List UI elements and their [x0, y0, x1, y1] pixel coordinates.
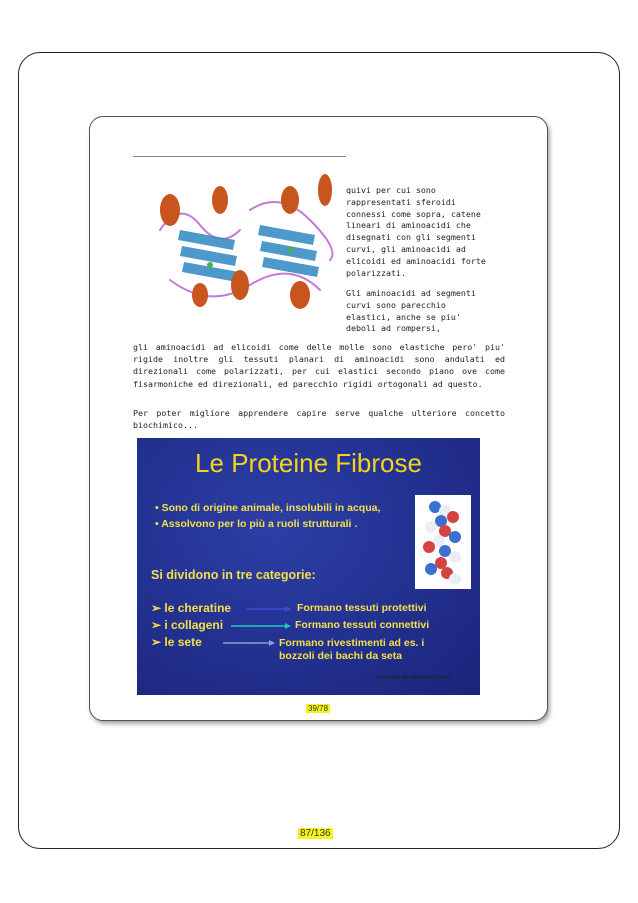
- slide-subtitle: Si dividono in tre categorie:: [151, 568, 316, 582]
- slide-bullet: • Assolvono per lo più a ruoli strutturali .: [155, 516, 425, 532]
- body-paragraph-2: Per poter migliore apprendere capire serve qualche ulteriore concetto biochimico...: [133, 408, 505, 431]
- description-collageni: Formano tessuti connettivi: [295, 619, 430, 631]
- header-rule: [133, 156, 346, 157]
- arrow-sete: [223, 640, 275, 646]
- body-paragraph-1: gli aminoacidi ad elicoidi come delle molle sono elastiche pero' piu' rigide inoltre gli tessuti planari di aminoacidi sono andulati ed direzionali come polarizzati, per cui elastici secondo piano ove come fisarmoniche ed direzionali, ed parecchio rigidi ortogonali ad questo.: [133, 342, 505, 389]
- slide-credit: scaricato da www.sunhope.it: [375, 675, 452, 681]
- category-sete: ➢ le sete: [151, 635, 202, 649]
- description-cheratine: Formano tessuti protettivi: [297, 602, 427, 614]
- slide-bullet: • Sono di origine animale, insolubili in acqua,: [155, 500, 425, 516]
- arrow-cheratine: [247, 606, 291, 612]
- inner-page-number: 39/78: [308, 704, 329, 713]
- side-paragraph-1: quivi per cui sono rappresentati sferoidi connessi come sopra, catene lineari di aminoacidi che disegnati con gli segmenti curvi, gli aminoacidi ad elicoidi ed aminoacidi forte polarizzati.: [346, 185, 486, 278]
- outer-page-number: 87/136: [300, 828, 331, 839]
- description-sete: Formano rivestimenti ad es. i bozzoli dei bachi da seta: [279, 637, 425, 662]
- side-paragraph-2: Gli aminoacidi ad segmenti curvi sono parecchio elastici, anche se piu' deboli ad rompersi,: [346, 288, 476, 334]
- arrow-collageni: [231, 623, 291, 629]
- category-cheratine: ➢ le cheratine: [151, 601, 232, 615]
- protein-structure-image: [140, 170, 340, 320]
- category-collageni: ➢ i collageni: [151, 618, 224, 632]
- slide-image: [137, 438, 480, 695]
- slide-title: Le Proteine Fibrose: [195, 448, 422, 478]
